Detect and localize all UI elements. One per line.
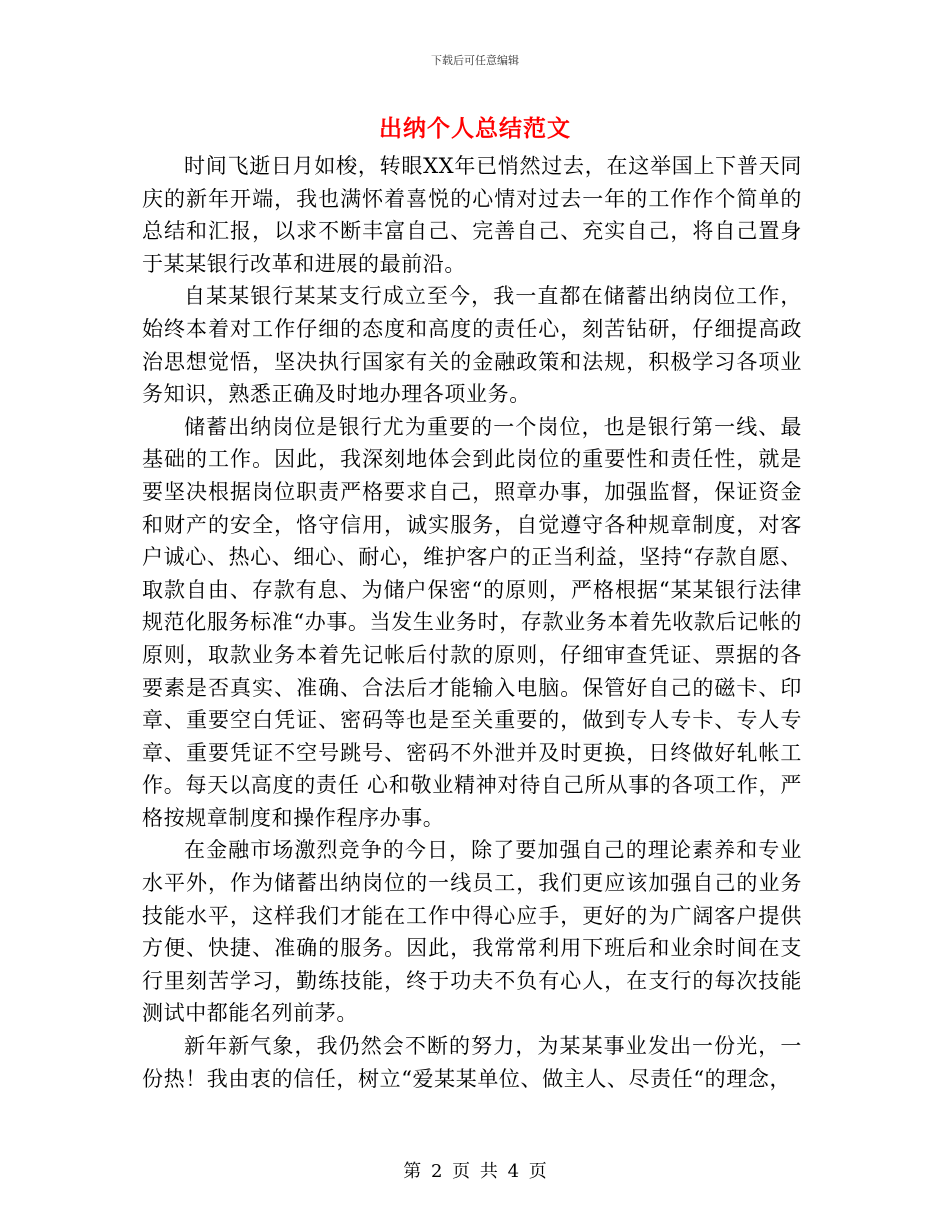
- paragraph: 在金融市场激烈竞争的今日，除了要加强自己的理论素养和专业水平外，作为储蓄出纳岗位的一线员工，我们更应该加强自己的业务技能水平，这样我们才能在工作中得心应手，更好的为广阔客户提供方便、快捷、准确的服务。因此，我常常利用下班后和业余时间在支行里刻苦学习，勤练技能，终于功夫不负有心人，在支行的每次技能测试中都能名列前茅。: [142, 838, 802, 1026]
- paragraph: 储蓄出纳岗位是银行尤为重要的一个岗位，也是银行第一线、最基础的工作。因此，我深刻地体会到此岗位的重要性和责任性，就是要坚决根据岗位职责严格要求自己，照章办事，加强监督，保证资金和财产的安全，恪守信用，诚实服务，自觉遵守各种规章制度，对客户诚心、热心、细心、耐心，维护客户的正当利益，坚持“存款自愿、取款自由、存款有息、为储户保密“的原则，严格根据“某某银行法律规范化服务标准“办事。当发生业务时，存款业务本着先收款后记帐的原则，取款业务本着先记帐后付款的原则，仔细审查凭证、票据的各要素是否真实、准确、合法后才能输入电脑。保管好自己的磁卡、印章、重要空白凭证、密码等也是至关重要的，做到专人专卡、专人专章、重要凭证不空号跳号、密码不外泄并及时更换，日终做好轧帐工作。每天以高度的责任 心和敬业精神对待自己所从事的各项工作，严格按规章制度和操作程序办事。: [142, 414, 802, 830]
- paragraph: 时间飞逝日月如梭，转眼XX年已悄然过去，在这举国上下普天同庆的新年开端，我也满怀着喜悦的心情对过去一年的工作作个简单的总结和汇报，以求不断丰富自己、完善自己、充实自己，将自己置身于某某银行改革和进展的最前沿。: [142, 154, 802, 276]
- paragraph: 自某某银行某某支行成立至今，我一直都在储蓄出纳岗位工作，始终本着对工作仔细的态度和高度的责任心，刻苦钻研，仔细提高政治思想觉悟，坚决执行国家有关的金融政策和法规，积极学习各项业务知识，熟悉正确及时地办理各项业务。: [142, 284, 802, 407]
- paragraph: 新年新气象，我仍然会不断的努力，为某某事业发出一份光，一份热！我由衷的信任，树立“爱某某单位、做主人、尽责任“的理念，: [142, 1034, 802, 1091]
- document-title: 出纳个人总结范文: [379, 116, 571, 142]
- page-number-footer: 第 2 页 共 4 页: [403, 1161, 547, 1182]
- page-header-note: 下载后可任意编辑: [431, 54, 519, 67]
- document-body: [142, 150, 802, 1095]
